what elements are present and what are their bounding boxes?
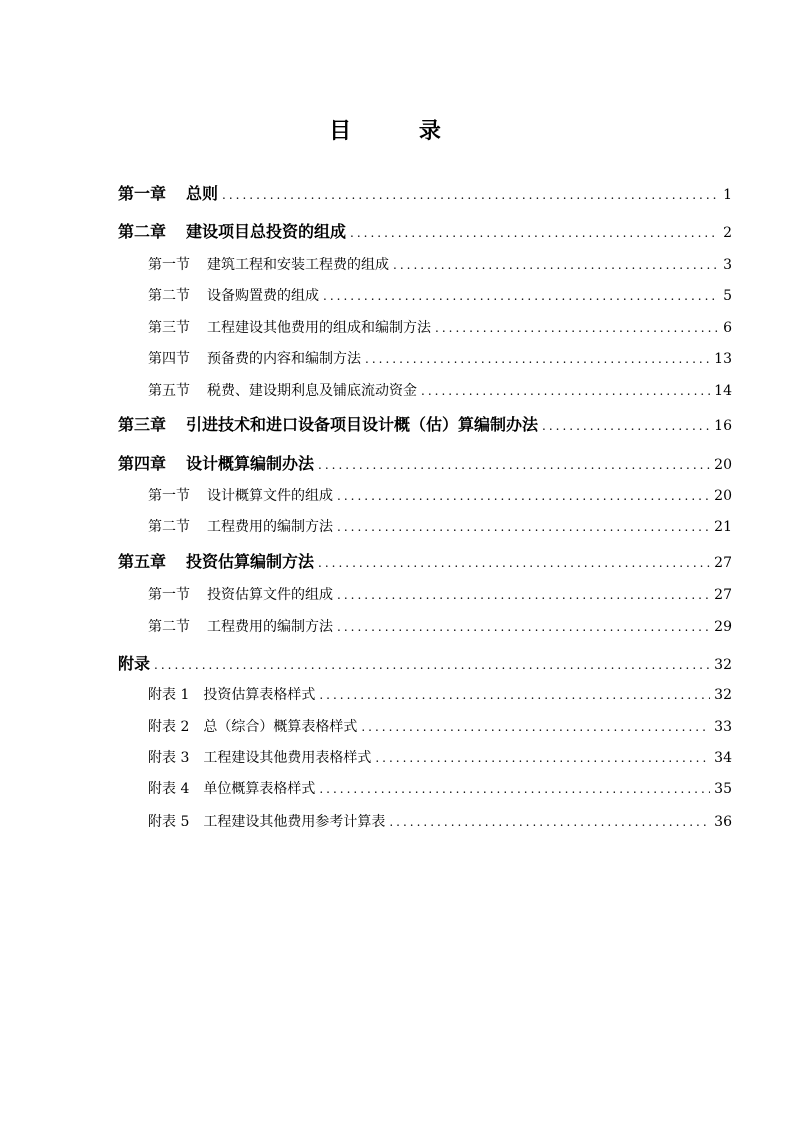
entry-title: 工程费用的编制方法 [207,619,333,635]
entry-title: 税费、建设期利息及铺底流动资金 [207,383,417,399]
entry-number: 第四节 [148,351,190,367]
dot-leader [222,188,719,202]
dot-leader [361,720,710,734]
dot-leader [319,688,710,702]
entry-number: 附表 4 [148,781,190,797]
toc-appendix-entry[interactable] [148,811,732,831]
page-number: 27 [714,555,732,571]
entry-title: 引进技术和进口设备项目设计概（估）算编制办法 [186,415,539,434]
entry-number: 第三章 [118,415,167,434]
page-number: 6 [723,320,732,336]
toc-chapter-entry[interactable] [118,549,732,572]
page-number: 29 [714,619,732,635]
dot-leader [337,520,710,534]
dot-leader [389,815,710,829]
entry-number: 第一节 [148,587,190,603]
toc-section-entry[interactable] [148,380,732,400]
dot-leader [337,588,710,602]
page-number: 34 [714,750,732,766]
toc-appendix-entry[interactable] [148,747,732,767]
toc-appendix-entry[interactable] [148,716,732,736]
page-title: 目 录 [329,118,471,144]
entry-number: 第四章 [118,454,167,473]
dot-leader [375,751,710,765]
entry-number: 第二章 [118,222,167,241]
entry-number: 附表 5 [148,814,190,830]
page-number: 20 [714,488,732,504]
page-number: 27 [714,587,732,603]
page-number: 33 [714,719,732,735]
toc-section-entry[interactable] [148,584,732,604]
page-number: 13 [714,351,732,367]
toc-section-entry[interactable] [148,254,732,274]
page-number: 14 [714,383,732,399]
toc-section-entry[interactable] [148,317,732,337]
page-number: 36 [714,814,732,830]
dot-leader [318,458,710,472]
page-number: 21 [714,519,732,535]
page-number: 20 [714,457,732,473]
entry-title: 建筑工程和安装工程费的组成 [207,257,389,273]
entry-title: 投资估算表格样式 [203,687,316,703]
entry-title: 设备购置费的组成 [207,288,319,304]
entry-title: 投资估算文件的组成 [207,587,333,603]
page-number: 32 [714,687,732,703]
toc-chapter-entry[interactable] [118,412,732,435]
toc-chapter-entry[interactable] [118,219,732,242]
toc-chapter-entry[interactable] [118,651,732,674]
page-number: 3 [723,257,732,273]
page-number: 16 [714,418,732,434]
toc-section-entry[interactable] [148,616,732,636]
page-number: 2 [723,225,732,241]
entry-title: 工程费用的编制方法 [207,519,333,535]
toc-section-entry[interactable] [148,485,732,505]
entry-title: 工程建设其他费用参考计算表 [203,814,386,830]
toc-section-entry[interactable] [148,516,732,536]
dot-leader [421,384,710,398]
entry-number: 第二节 [148,288,190,304]
dot-leader [319,782,710,796]
entry-title: 投资估算编制方法 [186,552,315,571]
entry-number: 第二节 [148,619,190,635]
entry-number: 附表 2 [148,719,190,735]
entry-title: 附录 [118,654,151,673]
dot-leader [435,321,719,335]
entry-number: 第一节 [148,488,190,504]
toc-chapter-entry[interactable] [118,181,732,204]
entry-number: 第三节 [148,320,190,336]
toc-section-entry[interactable] [148,348,732,368]
dot-leader [154,658,710,672]
entry-title: 设计概算文件的组成 [207,488,333,504]
entry-number: 附表 1 [148,687,190,703]
page-number: 32 [714,657,732,673]
dot-leader [323,289,719,303]
dot-leader [542,419,710,433]
entry-title: 设计概算编制办法 [186,454,315,473]
entry-title: 预备费的内容和编制方法 [207,351,361,367]
entry-number: 第一章 [118,184,167,203]
entry-title: 总（综合）概算表格样式 [203,719,358,735]
dot-leader [337,489,710,503]
entry-title: 建设项目总投资的组成 [186,222,347,241]
page-number: 1 [723,187,732,203]
entry-title: 单位概算表格样式 [203,781,316,797]
entry-number: 第二节 [148,519,190,535]
entry-number: 附表 3 [148,750,190,766]
toc-chapter-entry[interactable] [118,451,732,474]
toc-appendix-entry[interactable] [148,778,732,798]
entry-number: 第一节 [148,257,190,273]
entry-title: 工程建设其他费用表格样式 [203,750,372,766]
page-number: 5 [723,288,732,304]
toc-appendix-entry[interactable] [148,684,732,704]
page-number: 35 [714,781,732,797]
dot-leader [318,556,710,570]
dot-leader [350,226,719,240]
toc-section-entry[interactable] [148,285,732,305]
entry-title: 工程建设其他费用的组成和编制方法 [207,320,431,336]
dot-leader [337,620,710,634]
dot-leader [393,258,719,272]
dot-leader [365,352,710,366]
entry-title: 总则 [186,184,219,203]
entry-number: 第五节 [148,383,190,399]
entry-number: 第五章 [118,552,167,571]
